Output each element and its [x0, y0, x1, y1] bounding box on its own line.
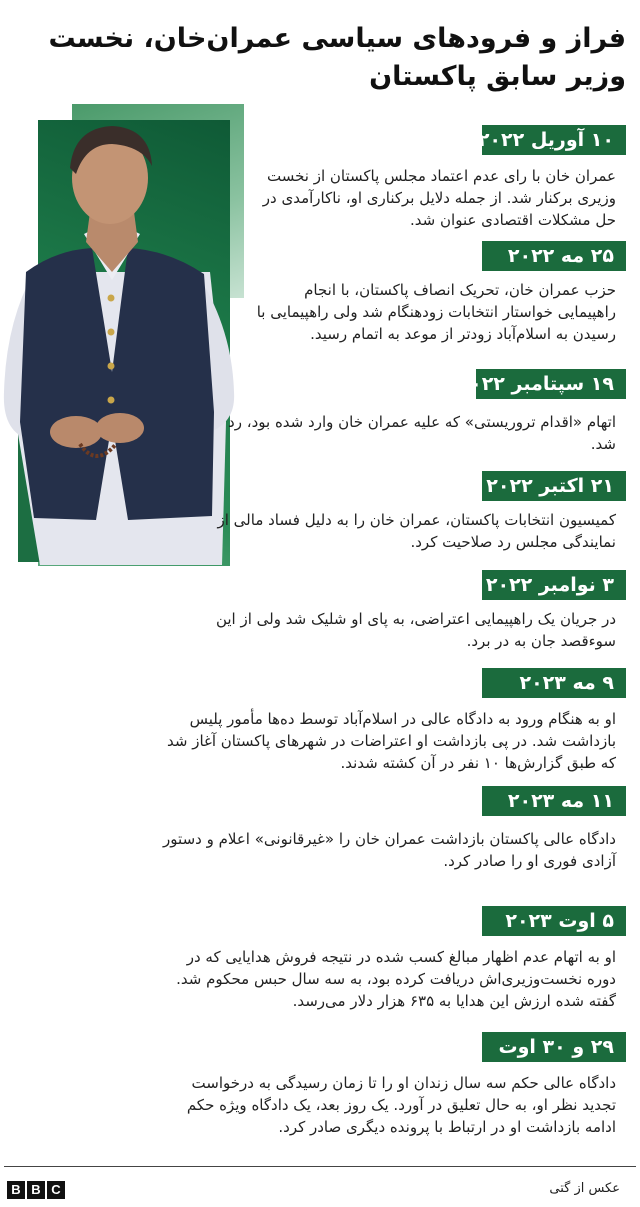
event-date: ۳ نوامبر ۲۰۲۲	[482, 570, 626, 600]
event-description: عمران خان با رای عدم اعتماد مجلس پاکستان از نخست وزیری برکنار شد. از جمله دلایل برکناری او، ناکارآمدی در حل مشکلات اقتصادی عنوان شد.	[262, 167, 616, 229]
event-description: دادگاه عالی پاکستان بازداشت عمران خان را «غیرقانونی» اعلام و دستور آزادی فوری او را صادر کرد.	[163, 830, 616, 870]
event-date: ۱۹ سپتامبر ۲۰۲۲	[476, 369, 626, 399]
event-description: در جریان یک راهپیمایی اعتراضی، به پای او شلیک شد ولی از این سوءقصد جان به در برد.	[215, 610, 616, 650]
timeline-event	[156, 241, 626, 371]
event-date: ۲۵ مه ۲۰۲۲	[482, 241, 626, 271]
event-description: کمیسیون انتخابات پاکستان، عمران خان را به دلیل فساد مالی از نمایندگی مجلس رد صلاحیت کرد.	[217, 511, 616, 551]
event-date: ۹ مه ۲۰۲۳	[482, 668, 626, 698]
timeline-event	[156, 471, 626, 571]
timeline-event	[156, 125, 626, 235]
footer-divider	[4, 1166, 636, 1167]
timeline-event	[156, 668, 626, 783]
timeline-event	[156, 1032, 626, 1142]
event-date: ۱۰ آوریل ۲۰۲۲	[482, 125, 626, 155]
event-description: حزب عمران خان، تحریک انصاف پاکستان، با انجام راهپیمایی خواستار انتخابات زودهنگام شد ولی راهپیمایی با رسیدن به اسلام‌آباد زودتر از موعد به اتمام رسید.	[256, 281, 616, 343]
bbc-logo-letter: B	[7, 1181, 25, 1199]
timeline-event	[156, 906, 626, 1016]
timeline-event	[156, 786, 626, 886]
bbc-logo-letter: C	[47, 1181, 65, 1199]
event-date: ۱۱ مه ۲۰۲۳	[482, 786, 626, 816]
event-date: ۵ اوت ۲۰۲۳	[482, 906, 626, 936]
bbc-logo-letter: B	[27, 1181, 45, 1199]
event-description: دادگاه عالی حکم سه سال زندان او را تا زمان رسیدگی به درخواست تجدید نظر او، به حال تعلیق در آورد. یک روز بعد، یک دادگاه ویژه حکم ادامه بازداشت او در ارتباط با پرونده دیگری صادر کرد.	[186, 1074, 616, 1136]
bbc-logo	[7, 1181, 65, 1199]
timeline-event	[156, 570, 626, 670]
page-title: فراز و فرودهای سیاسی عمران‌خان، نخست وزیر سابق پاکستان	[48, 23, 626, 92]
event-description: او به اتهام عدم اظهار مبالغ کسب شده در نتیجه فروش هدایایی که در دوره نخست‌وزیری‌اش دریافت کرده بود، به سه سال حبس محکوم شد. گفته شده ارزش این هدایا به ۶۳۵ هزار دلار می‌رسد.	[176, 948, 616, 1010]
event-description: اتهام «اقدام تروریستی» که علیه عمران خان وارد شده بود، رد شد.	[228, 413, 616, 453]
timeline-event	[156, 369, 626, 469]
event-description: او به هنگام ورود به دادگاه عالی در اسلام‌آباد توسط ده‌ها مأمور پلیس بازداشت شد. در پی بازداشت او اعتراضات در شهرهای پاکستان آغاز شد که طبق گزارش‌ها ۱۰ نفر در آن کشته شدند.	[166, 710, 616, 772]
photo-credit: عکس از گتی	[549, 1181, 620, 1196]
event-date: ۲۹ و ۳۰ اوت	[482, 1032, 626, 1062]
event-date: ۲۱ اکتبر ۲۰۲۲	[482, 471, 626, 501]
